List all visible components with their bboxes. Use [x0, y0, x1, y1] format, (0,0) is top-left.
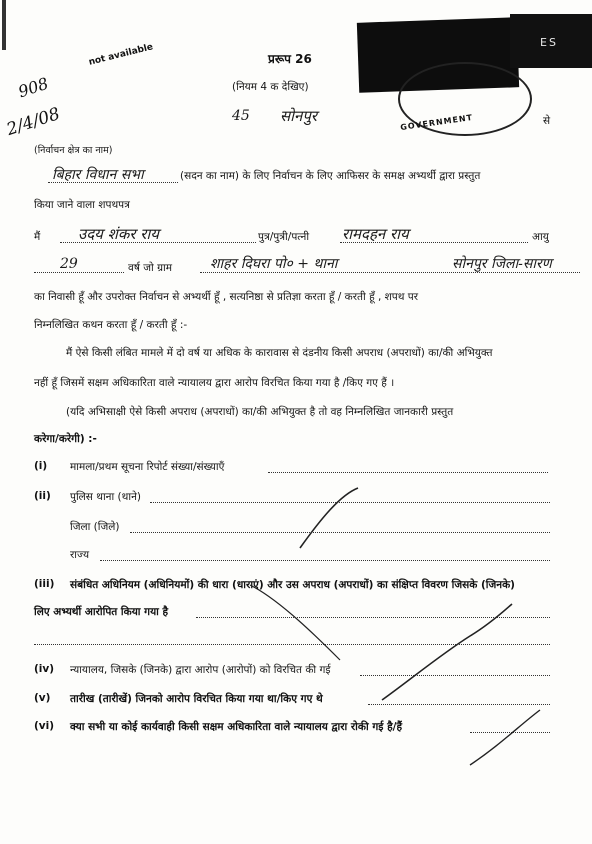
age-value: 29: [60, 256, 78, 272]
margin-number: 908: [15, 73, 51, 102]
father-name: रामदहन राय: [342, 225, 409, 243]
declarant-prefix: मैं: [34, 231, 41, 243]
item-6-text: क्या सभी या कोई कार्यवाही किसी सक्षम अधिकारिता वाले न्यायालय द्वारा रोकी गई है/हैं: [70, 721, 403, 733]
rule-reference: (नियम 4 क देखिए): [232, 81, 309, 93]
declaration-line-2: निम्नलिखित कथन करता हूँ / करती हूँ :-: [34, 319, 188, 331]
item-2-text: पुलिस थाना (थाने): [70, 491, 142, 503]
intro-line-2: किया जाने वाला शपथपत्र: [34, 199, 130, 211]
constituency-name: सोनपुर: [280, 107, 318, 125]
item-4-num: (iv): [34, 663, 55, 675]
not-available-stamp: not available: [87, 42, 155, 68]
item-6-num: (vi): [34, 720, 55, 732]
item-state-text: राज्य: [70, 549, 90, 561]
item-1-num: (i): [34, 460, 48, 472]
house-name: बिहार विधान सभा: [52, 167, 144, 183]
age-label: आयु: [532, 231, 549, 243]
para2-line-1: (यदि अभिसाक्षी ऐसे किसी अपराध (अपराधों) का/की अभियुक्त है तो वह निम्नलिखित जानकारी प्रस्तुत: [66, 406, 454, 418]
item-5-text: तारीख (तारीखें) जिनको आरोप विरचित किया गया था/किए गए थे: [70, 693, 323, 705]
constituency-label: (निर्वाचन क्षेत्र का नाम): [34, 145, 113, 156]
item-2-num: (ii): [34, 490, 51, 502]
item-1-text: मामला/प्रथम सूचना रिपोर्ट संख्या/संख्याएँ: [70, 461, 225, 473]
form-number: प्ररूप 26: [268, 52, 312, 66]
item-district-text: जिला (जिले): [70, 521, 120, 533]
item-4-text: न्यायालय, जिसके (जिनके) द्वारा आरोप (आरोपों) को विरचित की गई: [70, 664, 331, 676]
item-3-text: संबंधित अधिनियम (अधिनियमों) की धारा (धाराएं) और उस अपराध (अपराधों) का संक्षिप्त विवरण जिसके (जिनके): [70, 579, 515, 591]
district: सोनपुर जिला-सारण: [452, 256, 552, 272]
years-text: वर्ष जो ग्राम: [128, 262, 173, 274]
para1-line-2: नहीं हूँ जिसमें सक्षम अधिकारिता वाले न्यायालय द्वारा आरोप विरचित किया गया है /किए गए हैं ।: [34, 377, 395, 389]
address: शाहर दिघरा पो० + थाना: [210, 256, 338, 272]
para1-line-1: मैं ऐसे किसी लंबित मामले में दो वर्ष या अधिक के कारावास से दंडनीय किसी अपराध (अपराधों) का/की अभियुक्त: [66, 347, 493, 359]
item-3-text-cont: लिए अभ्यर्थी आरोपित किया गया है: [34, 606, 169, 618]
item-3-num: (iii): [34, 578, 55, 590]
constituency-number: 45: [232, 108, 250, 124]
declaration-line-1: का निवासी हूँ और उपरोक्त निर्वाचन से अभ्यर्थी हूँ , सत्यनिष्ठा से प्रतिज्ञा करता हूँ / करती हूँ , शपथ पर: [34, 291, 419, 303]
stamp-label: ES: [540, 36, 558, 49]
intro-line-1: (सदन का नाम) के लिए निर्वाचन के लिए आफिसर के समक्ष अभ्यर्थी द्वारा प्रस्तुत: [180, 170, 481, 182]
relation-label: पुत्र/पुत्री/पत्नी: [258, 231, 310, 243]
constituency-trailing: से: [543, 115, 551, 127]
para2-line-2: करेगा/करेगी) :-: [34, 433, 97, 445]
declarant-name: उदय शंकर राय: [78, 225, 159, 243]
item-5-num: (v): [34, 692, 51, 704]
stamp-ring-label: GOVERNMENT: [399, 112, 474, 133]
margin-date: 2/4/08: [4, 104, 63, 140]
